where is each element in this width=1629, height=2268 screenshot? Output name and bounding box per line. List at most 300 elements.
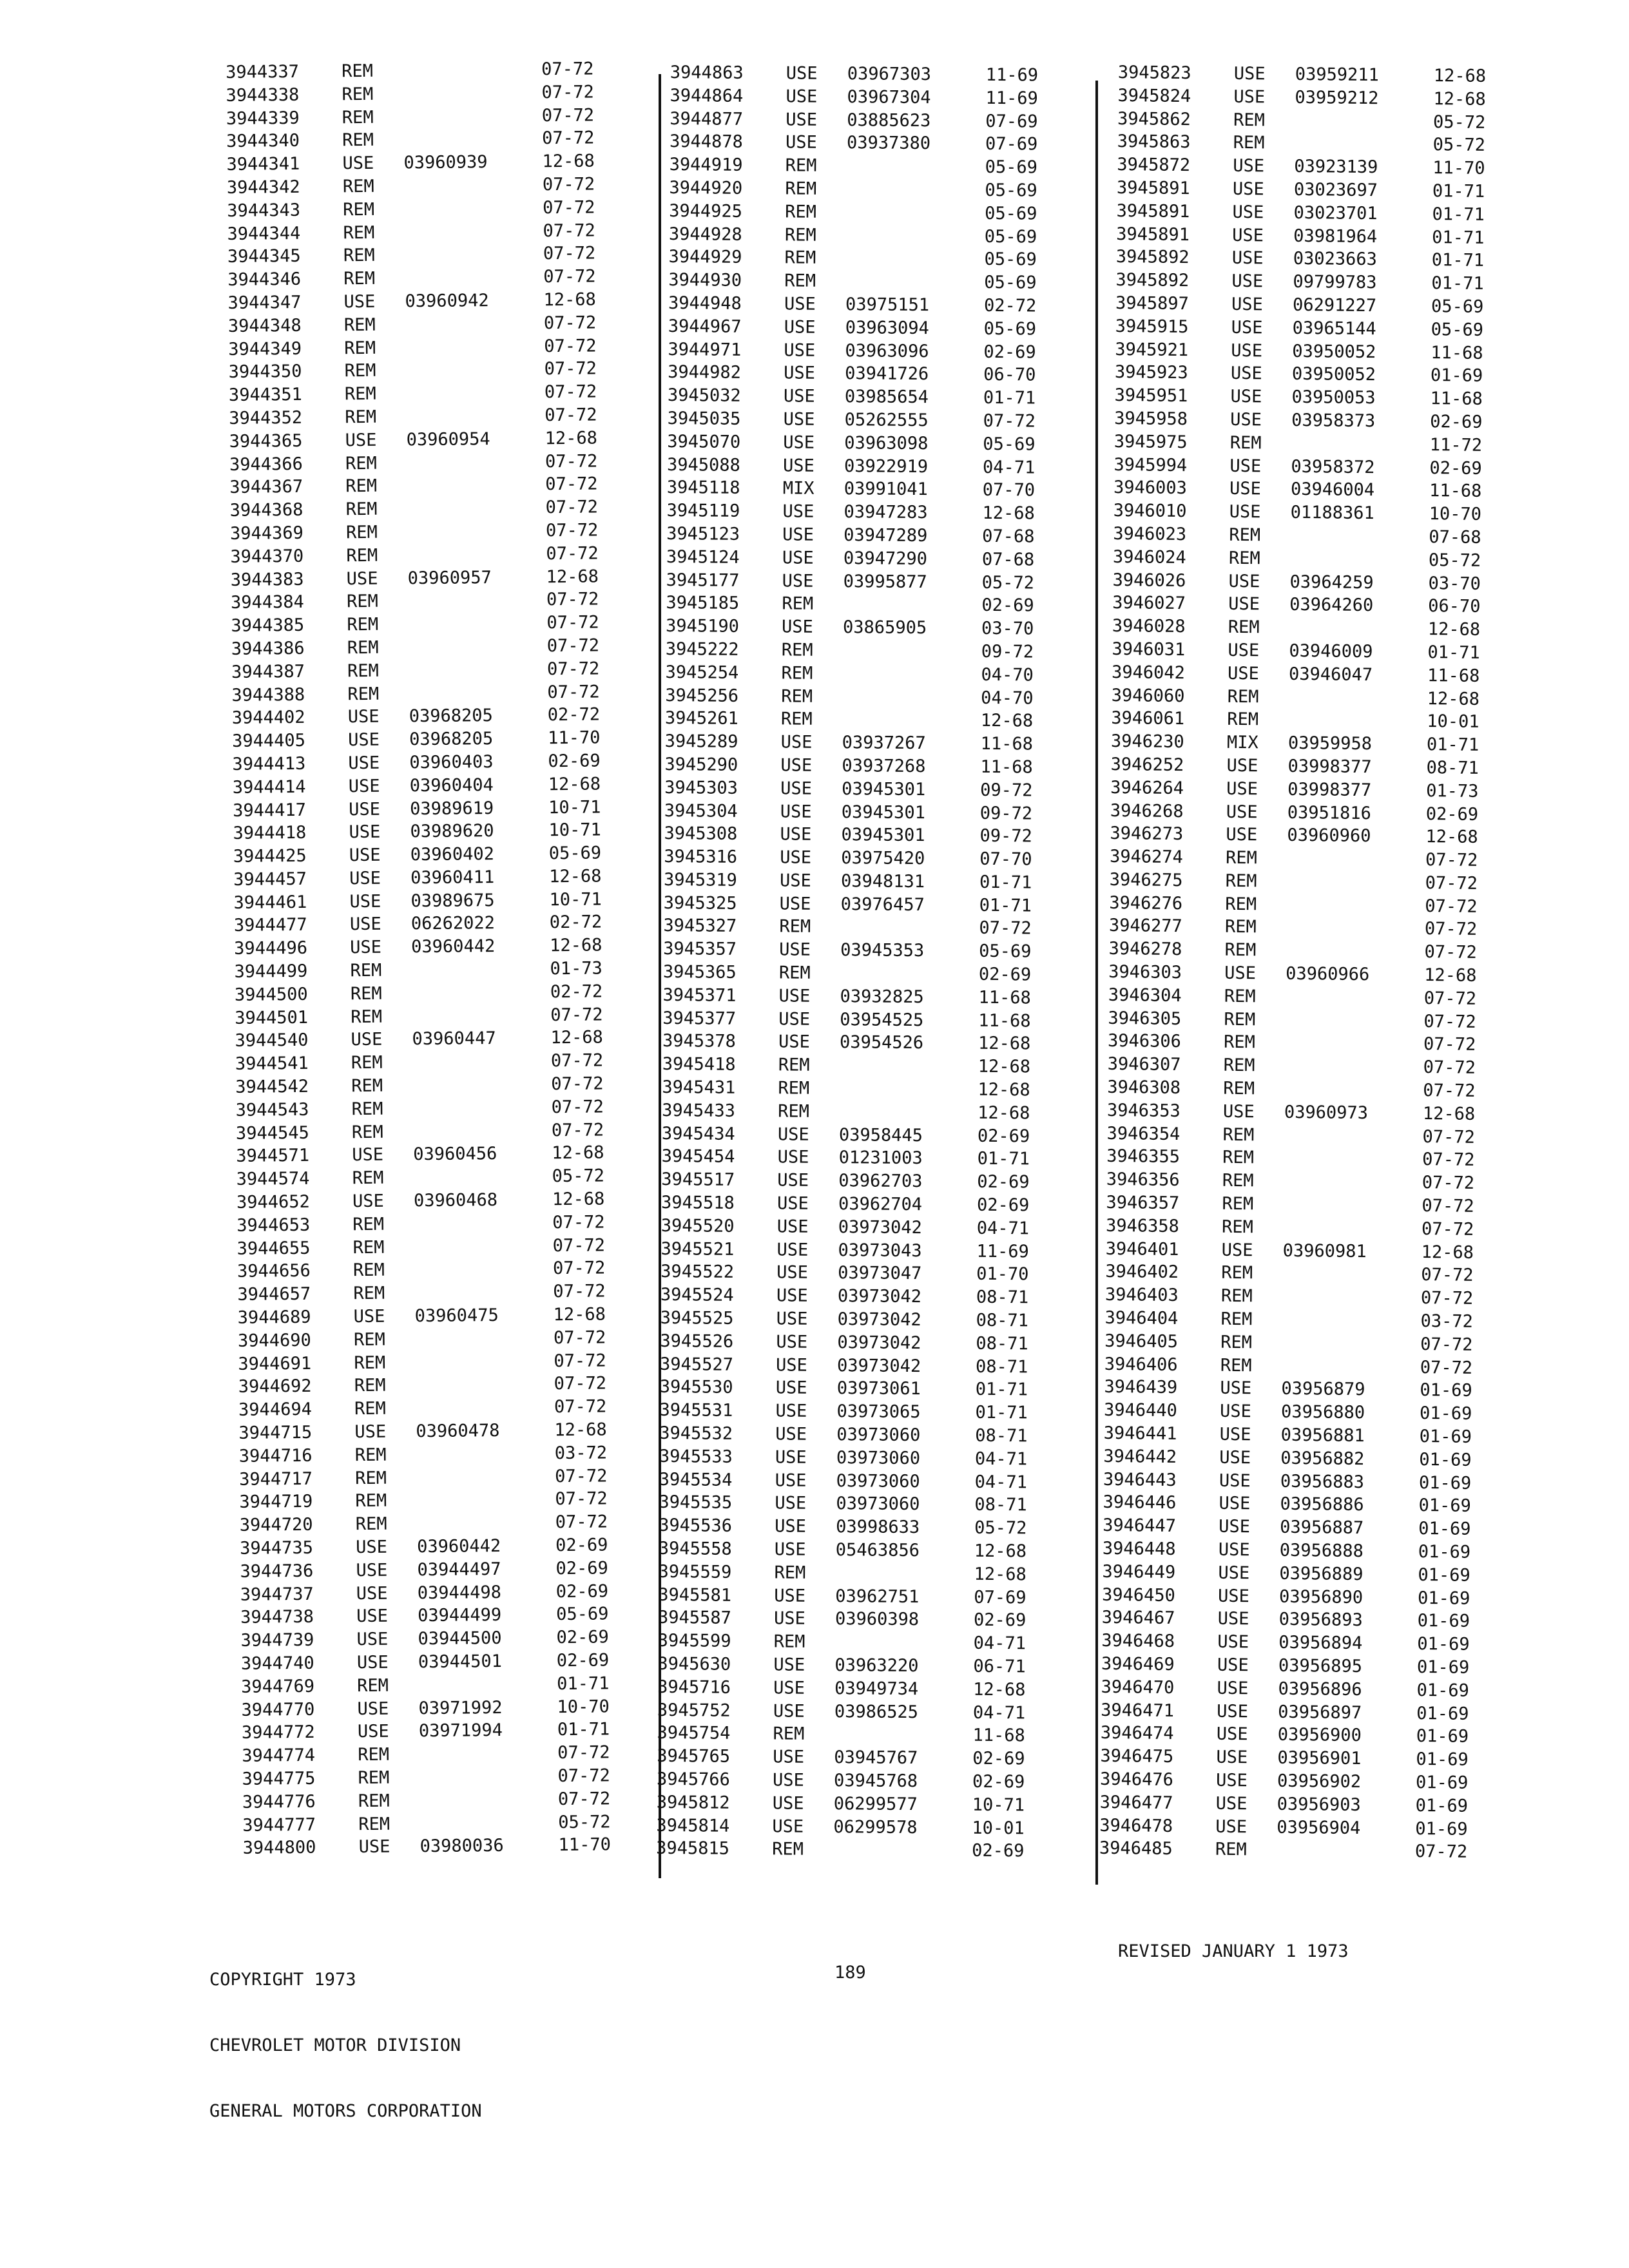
action-code: USE (349, 799, 381, 820)
part-number: 3944738 (240, 1607, 314, 1628)
part-number: 3944770 (241, 1699, 315, 1720)
action-code: REM (351, 1122, 383, 1142)
effective-date: 02-69 (976, 1195, 1030, 1216)
effective-date: 10-01 (1427, 711, 1480, 733)
effective-date: 07-72 (1423, 988, 1477, 1009)
action-code: USE (1231, 271, 1264, 292)
action-code: REM (345, 522, 378, 543)
action-code: USE (1232, 225, 1264, 245)
effective-date: 12-68 (554, 1419, 607, 1441)
action-code: REM (1225, 894, 1257, 915)
action-code: USE (358, 1837, 390, 1858)
effective-date: 12-68 (978, 1057, 1031, 1077)
action-code: USE (342, 153, 374, 174)
replacement-part-number: 03956901 (1277, 1747, 1362, 1769)
action-code: USE (1219, 1470, 1251, 1491)
action-code: USE (351, 1030, 383, 1050)
part-number: 3945431 (662, 1077, 736, 1098)
effective-date: 01-69 (1419, 1449, 1472, 1470)
effective-date: 01-69 (1415, 1795, 1469, 1816)
part-number: 3945599 (657, 1631, 731, 1652)
part-number: 3944948 (668, 293, 742, 314)
effective-date: 11-68 (972, 1725, 1026, 1746)
effective-date: 05-69 (985, 180, 1037, 201)
effective-date: 07-72 (546, 543, 599, 564)
part-number: 3944350 (228, 361, 302, 383)
part-number: 3946278 (1108, 939, 1182, 960)
effective-date: 08-71 (975, 1425, 1028, 1446)
part-number: 3945862 (1117, 108, 1191, 130)
replacement-part-number: 03956886 (1280, 1494, 1364, 1515)
effective-date: 07-72 (1414, 1841, 1468, 1863)
replacement-part-number: 03962751 (835, 1586, 920, 1607)
effective-date: 07-72 (557, 1789, 611, 1809)
part-number: 3944692 (238, 1376, 312, 1398)
replacement-part-number: 03973042 (837, 1309, 921, 1331)
replacement-part-number: 01231003 (838, 1148, 923, 1169)
effective-date: 01-69 (1418, 1472, 1472, 1494)
part-number: 3944545 (235, 1122, 309, 1144)
effective-date: 01-71 (1426, 735, 1480, 756)
effective-date: 07-72 (544, 358, 597, 380)
action-code: USE (1229, 456, 1262, 476)
effective-date: 05-72 (552, 1166, 605, 1187)
part-number: 3944425 (233, 845, 307, 867)
effective-date: 04-71 (973, 1633, 1027, 1654)
action-code: USE (352, 1191, 384, 1212)
effective-date: 07-72 (545, 405, 597, 426)
replacement-part-number: 03956903 (1277, 1794, 1361, 1815)
part-number: 3946060 (1111, 685, 1185, 706)
part-number: 3945357 (663, 939, 737, 960)
effective-date: 05-69 (985, 203, 1037, 224)
replacement-part-number: 03956889 (1279, 1563, 1364, 1584)
effective-date: 07-69 (985, 111, 1038, 132)
action-code: REM (351, 1099, 383, 1120)
replacement-part-number: 03980036 (419, 1836, 504, 1857)
action-code: REM (343, 199, 375, 220)
part-number: 3945319 (663, 869, 737, 890)
replacement-part-number: 03956897 (1278, 1702, 1362, 1723)
part-number: 3945524 (660, 1285, 734, 1306)
action-code: USE (775, 1493, 807, 1514)
part-number: 3946276 (1109, 892, 1183, 914)
action-code: USE (782, 501, 815, 522)
replacement-part-number: 03960973 (1284, 1102, 1369, 1124)
part-number: 3946475 (1100, 1746, 1174, 1767)
replacement-part-number: 03944497 (417, 1559, 501, 1581)
action-code: USE (1226, 825, 1258, 845)
effective-date: 07-72 (1420, 1288, 1474, 1309)
action-code: USE (356, 1629, 389, 1650)
action-code: USE (1231, 294, 1263, 315)
action-code: REM (351, 1006, 383, 1027)
action-code: USE (349, 914, 381, 935)
replacement-part-number: 03945301 (841, 825, 925, 846)
effective-date: 01-71 (975, 1379, 1028, 1400)
part-number: 3945892 (1115, 270, 1190, 291)
action-code: REM (344, 383, 376, 405)
replacement-part-number: 03958372 (1291, 456, 1375, 477)
replacement-part-number: 03968205 (409, 706, 493, 727)
replacement-part-number: 03960960 (1287, 825, 1371, 847)
part-number: 3945923 (1114, 362, 1188, 383)
part-number: 3945254 (665, 662, 739, 683)
action-code: USE (1215, 1770, 1248, 1791)
replacement-part-number: 03958373 (1291, 410, 1376, 432)
part-number: 3945823 (1117, 62, 1191, 84)
replacement-part-number: 03950053 (1291, 387, 1376, 408)
effective-date: 02-69 (1425, 803, 1479, 825)
part-number: 3945118 (666, 477, 740, 499)
corporation-line: GENERAL MOTORS CORPORATION (209, 2101, 482, 2121)
part-number: 3945124 (666, 546, 740, 568)
effective-date: 01-71 (1432, 204, 1485, 225)
effective-date: 01-69 (1416, 1749, 1469, 1771)
action-code: REM (350, 960, 382, 981)
action-code: USE (356, 1560, 388, 1581)
effective-date: 07-68 (982, 526, 1035, 547)
part-number: 3945454 (661, 1146, 735, 1168)
action-code: USE (1219, 1447, 1251, 1468)
action-code: USE (343, 291, 376, 312)
action-code: REM (355, 1491, 387, 1512)
effective-date: 05-69 (983, 434, 1036, 455)
action-code: REM (778, 963, 811, 983)
action-code: USE (1226, 755, 1258, 776)
replacement-part-number: 03960475 (414, 1305, 499, 1327)
part-number: 3944339 (226, 108, 300, 129)
action-code: REM (342, 130, 374, 151)
part-number: 3944694 (238, 1399, 313, 1421)
part-number: 3946042 (1111, 662, 1186, 683)
replacement-part-number: 03965144 (1292, 318, 1376, 339)
effective-date: 01-73 (550, 958, 602, 979)
effective-date: 08-71 (976, 1310, 1029, 1331)
replacement-part-number: 09799783 (1293, 272, 1377, 293)
part-number: 3946447 (1103, 1515, 1177, 1537)
part-number: 3944737 (240, 1584, 314, 1605)
action-code: USE (1231, 248, 1264, 269)
action-code: REM (784, 224, 816, 245)
effective-date: 01-71 (979, 895, 1032, 916)
replacement-part-number: 03973060 (836, 1447, 921, 1468)
part-number: 3945119 (666, 501, 740, 522)
effective-date: 12-68 (1422, 1103, 1476, 1124)
action-code: REM (347, 660, 380, 681)
action-code: REM (354, 1376, 386, 1396)
part-number: 3945316 (664, 847, 738, 867)
part-number: 3946353 (1106, 1100, 1181, 1121)
effective-date: 07-72 (554, 1373, 607, 1394)
part-number: 3945587 (657, 1608, 731, 1629)
replacement-part-number: 03967303 (847, 64, 932, 85)
part-number: 3944540 (235, 1030, 309, 1052)
action-code: USE (346, 568, 378, 589)
action-code: USE (1220, 1378, 1252, 1399)
effective-date: 01-71 (557, 1673, 610, 1694)
action-code: USE (773, 1700, 805, 1722)
replacement-part-number: 03947283 (843, 502, 928, 523)
part-number: 3945812 (656, 1792, 730, 1813)
effective-date: 01-71 (1427, 642, 1480, 663)
effective-date: 10-71 (548, 820, 601, 841)
part-number: 3946273 (1110, 823, 1184, 845)
action-code: USE (776, 1285, 808, 1306)
effective-date: 07-72 (543, 266, 596, 287)
part-number: 3946252 (1110, 754, 1184, 776)
effective-date: 07-72 (543, 312, 597, 334)
action-code: USE (772, 1816, 804, 1837)
replacement-part-number: 03951816 (1287, 802, 1372, 823)
part-number: 3945035 (667, 408, 741, 429)
action-code: USE (1218, 1562, 1250, 1584)
footer-publisher (209, 1925, 482, 2144)
replacement-part-number: 03971992 (418, 1697, 503, 1718)
part-number: 3944967 (668, 316, 742, 337)
part-number: 3946031 (1112, 639, 1186, 660)
part-number: 3944388 (231, 684, 305, 706)
part-number: 3944736 (240, 1561, 314, 1582)
part-number: 3946449 (1102, 1561, 1176, 1582)
effective-date: 01-71 (975, 1403, 1028, 1423)
effective-date: 02-69 (556, 1650, 610, 1671)
part-number: 3946303 (1108, 962, 1182, 983)
action-code: USE (1233, 86, 1266, 108)
part-number: 3945754 (657, 1723, 731, 1744)
action-code: REM (346, 591, 378, 612)
effective-date: 07-72 (979, 918, 1032, 939)
part-number: 3944344 (227, 223, 301, 244)
replacement-part-number: 03946004 (1290, 479, 1375, 501)
effective-date: 12-68 (549, 866, 602, 887)
effective-date: 05-69 (548, 843, 602, 864)
part-number: 3944689 (237, 1307, 311, 1328)
part-number: 3944777 (242, 1814, 316, 1836)
part-number: 3946026 (1112, 570, 1186, 591)
effective-date: 07-72 (983, 410, 1036, 432)
replacement-part-number: 03956882 (1280, 1448, 1365, 1469)
replacement-part-number: 03922919 (843, 456, 929, 477)
part-number: 3944368 (229, 500, 304, 521)
action-code: REM (1222, 1193, 1254, 1215)
action-code: USE (775, 1424, 807, 1445)
part-number: 3945527 (659, 1354, 734, 1375)
part-number: 3945526 (660, 1331, 734, 1352)
effective-date: 11-72 (1429, 434, 1483, 456)
effective-date: 09-72 (979, 803, 1033, 823)
effective-date: 07-72 (1422, 1149, 1475, 1171)
action-code: USE (775, 1401, 807, 1421)
effective-date: 03-72 (1420, 1311, 1473, 1332)
replacement-part-number: 03885623 (847, 110, 931, 131)
effective-date: 07-72 (546, 589, 599, 610)
replacement-part-number: 03960442 (416, 1536, 501, 1557)
effective-date: 05-72 (558, 1811, 611, 1832)
part-number: 3945533 (659, 1446, 733, 1467)
action-code: USE (1224, 963, 1257, 984)
replacement-part-number: 03956894 (1278, 1632, 1363, 1654)
effective-date: 02-69 (1430, 412, 1483, 432)
effective-date: 05-69 (985, 157, 1038, 178)
part-number: 3945088 (666, 454, 740, 476)
effective-date: 12-68 (552, 1142, 604, 1164)
part-number: 3946304 (1108, 985, 1182, 1006)
part-number: 3946028 (1112, 616, 1186, 637)
part-number: 3946478 (1099, 1815, 1173, 1836)
action-code: USE (780, 755, 813, 776)
part-number: 3944405 (231, 730, 306, 752)
effective-date: 11-68 (980, 733, 1034, 754)
effective-date: 07-72 (1423, 1034, 1476, 1055)
replacement-part-number: 03960411 (410, 867, 495, 889)
action-code: REM (345, 453, 377, 474)
effective-date: 08-71 (975, 1356, 1028, 1378)
replacement-part-number: 03968205 (409, 729, 494, 750)
action-code: REM (1223, 1055, 1255, 1076)
replacement-part-number: 03963094 (845, 317, 929, 338)
action-code: USE (776, 1332, 808, 1352)
part-number: 3945261 (664, 708, 738, 729)
effective-date: 05-69 (556, 1604, 609, 1625)
action-code: REM (1222, 1124, 1255, 1145)
effective-date: 11-68 (978, 1010, 1031, 1032)
action-code: REM (1222, 1171, 1254, 1191)
action-code: USE (779, 939, 811, 961)
effective-date: 01-69 (1416, 1726, 1469, 1747)
part-number: 3946027 (1112, 593, 1186, 614)
effective-date: 12-68 (1433, 66, 1487, 86)
replacement-part-number: 03960468 (413, 1190, 498, 1211)
part-number: 3946023 (1113, 523, 1187, 545)
effective-date: 09-72 (981, 641, 1034, 662)
part-number: 3944877 (670, 108, 744, 130)
replacement-part-number: 03956887 (1280, 1517, 1364, 1539)
action-code: REM (342, 176, 374, 197)
part-number: 3945891 (1116, 200, 1190, 222)
effective-date: 07-72 (541, 105, 595, 126)
part-number: 3944543 (235, 1099, 309, 1120)
effective-date: 01-71 (1431, 250, 1485, 271)
effective-date: 07-72 (1420, 1334, 1473, 1355)
action-code: REM (350, 983, 382, 1004)
action-code: USE (1230, 409, 1262, 430)
replacement-part-number: 03975420 (841, 848, 925, 869)
effective-date: 01-71 (557, 1719, 610, 1740)
effective-date: 11-68 (980, 756, 1033, 778)
part-number: 3944500 (234, 984, 308, 1005)
part-number: 3945921 (1115, 339, 1189, 360)
effective-date: 12-68 (550, 935, 602, 956)
effective-date: 07-72 (552, 1258, 606, 1279)
effective-date: 12-68 (546, 566, 599, 587)
action-code: REM (1229, 432, 1262, 454)
action-code: REM (774, 1562, 806, 1583)
part-number: 3944349 (228, 338, 302, 360)
replacement-part-number: 06262022 (410, 913, 496, 934)
effective-date: 02-69 (981, 595, 1034, 616)
effective-date: 09-72 (980, 780, 1033, 801)
part-number: 3945303 (664, 777, 738, 798)
effective-date: 02-72 (550, 981, 603, 1003)
effective-date: 12-68 (543, 289, 597, 311)
effective-date: 12-68 (1425, 827, 1478, 848)
action-code: REM (351, 1075, 383, 1097)
action-code: USE (357, 1698, 389, 1719)
effective-date: 11-70 (1432, 158, 1485, 179)
action-code: USE (775, 1470, 807, 1491)
action-code: USE (775, 1354, 808, 1376)
part-number: 3946264 (1110, 777, 1184, 798)
action-code: REM (1225, 847, 1258, 869)
action-code: USE (782, 548, 814, 568)
action-code: USE (776, 1239, 809, 1260)
action-code: REM (772, 1839, 804, 1860)
action-code: USE (1226, 778, 1258, 800)
replacement-part-number: 03995877 (843, 571, 927, 592)
action-code: REM (785, 155, 817, 176)
division-line: CHEVROLET MOTOR DIVISION (209, 2035, 461, 2055)
replacement-part-number: 03998377 (1287, 779, 1372, 800)
part-number: 3946443 (1103, 1469, 1177, 1490)
effective-date: 12-68 (550, 1027, 604, 1048)
part-number: 3945892 (1115, 247, 1190, 268)
effective-date: 03-70 (981, 618, 1034, 639)
effective-date: 07-72 (1421, 1265, 1474, 1286)
part-number: 3945433 (662, 1100, 736, 1121)
effective-date: 07-72 (551, 1120, 604, 1140)
effective-date: 06-70 (983, 365, 1036, 385)
effective-date: 11-69 (985, 88, 1038, 109)
effective-date: 02-72 (983, 295, 1037, 316)
action-code: REM (353, 1329, 385, 1350)
part-number: 3944402 (231, 707, 305, 729)
action-code: REM (778, 1078, 810, 1099)
action-code: REM (1223, 1032, 1256, 1053)
effective-date: 06-70 (1428, 596, 1481, 617)
effective-date: 05-69 (1431, 296, 1484, 317)
action-code: USE (1218, 1539, 1250, 1561)
effective-date: 07-72 (1425, 872, 1478, 894)
replacement-part-number: 03960957 (407, 567, 492, 588)
action-code: USE (349, 868, 381, 889)
action-code: REM (1220, 1286, 1253, 1307)
replacement-part-number: 01188361 (1290, 502, 1374, 524)
replacement-part-number: 03937268 (842, 756, 926, 777)
effective-date: 01-69 (1416, 1657, 1470, 1678)
action-code: USE (773, 1655, 805, 1675)
action-code: USE (779, 870, 811, 891)
effective-date: 04-70 (981, 664, 1034, 686)
replacement-part-number: 03960447 (412, 1028, 496, 1050)
effective-date: 07-72 (1422, 1173, 1475, 1194)
effective-date: 07-72 (1420, 1357, 1473, 1378)
action-code: REM (1222, 1148, 1255, 1168)
effective-date: 07-72 (1422, 1126, 1475, 1148)
effective-date: 07-72 (1423, 1011, 1476, 1032)
action-code: REM (781, 640, 813, 660)
action-code: REM (352, 1214, 385, 1235)
action-code: REM (343, 245, 375, 266)
part-number: 3945532 (659, 1423, 733, 1444)
action-code: USE (780, 847, 812, 868)
action-code: USE (353, 1306, 385, 1327)
action-code: USE (1217, 1678, 1249, 1699)
part-number: 3944370 (230, 546, 304, 567)
action-code: USE (1231, 340, 1263, 361)
effective-date: 03-70 (1428, 573, 1481, 594)
effective-date: 07-72 (543, 197, 595, 218)
